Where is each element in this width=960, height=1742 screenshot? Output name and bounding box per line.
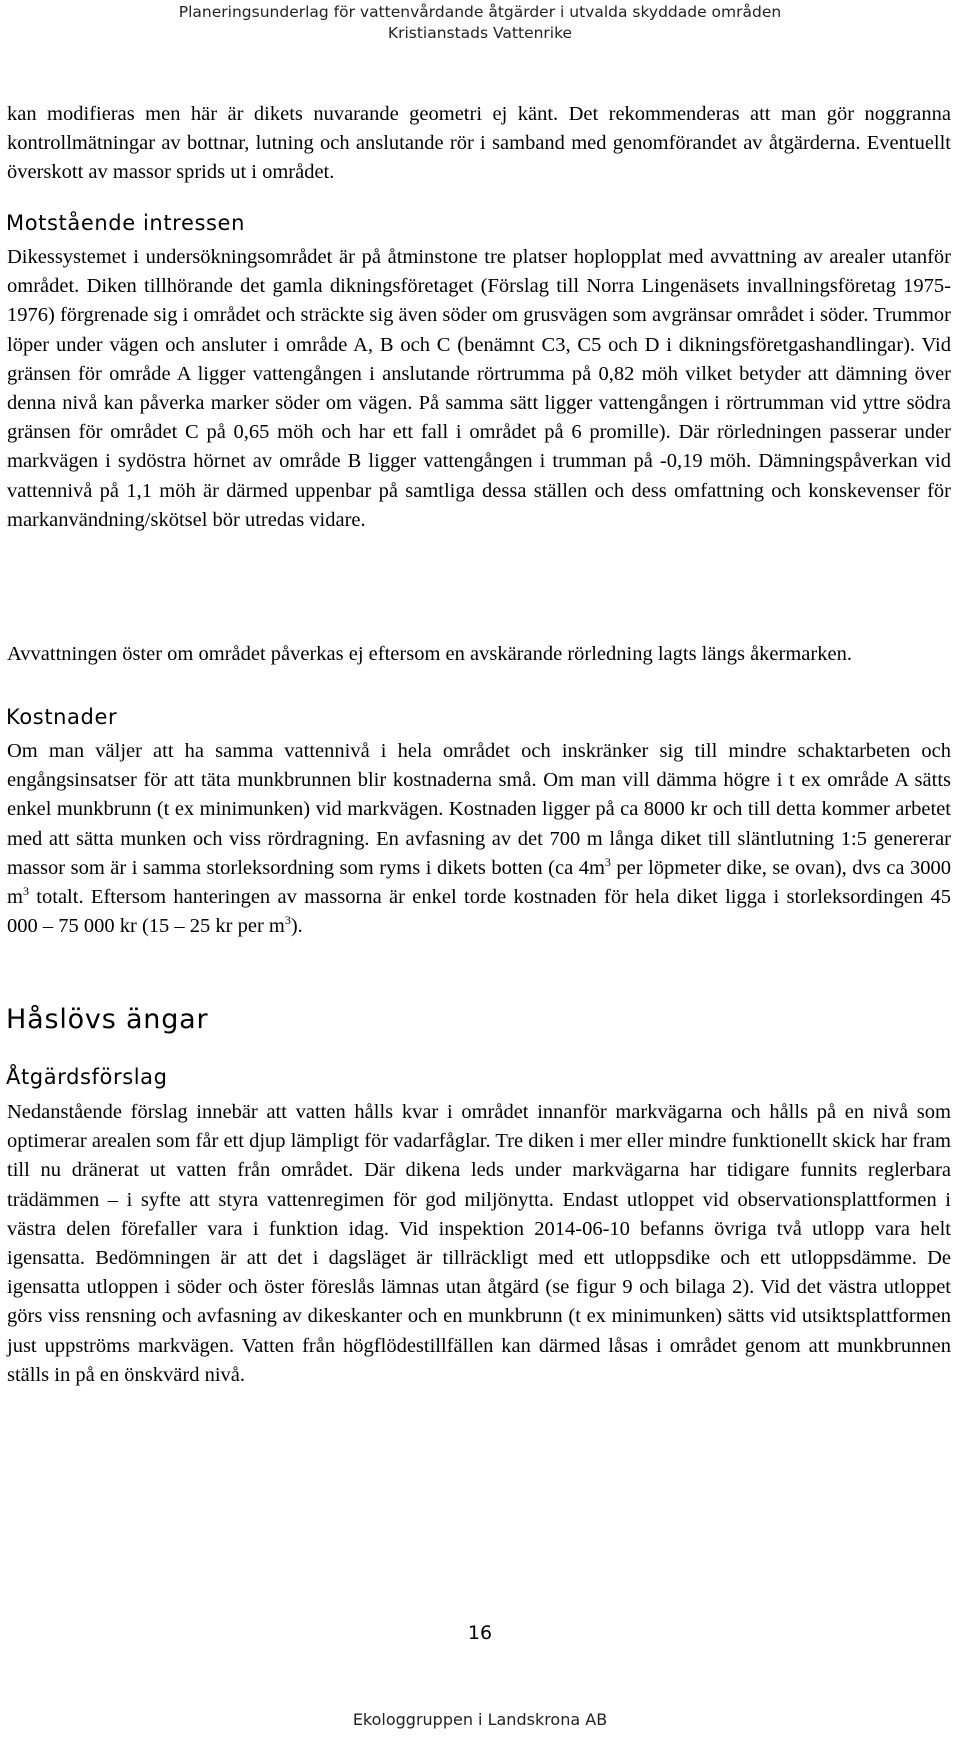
motstaende-paragraph-1: Dikessystemet i undersökningsområdet är på åtminstone tre platser hoplopplat med avvattning av arealer utanför området. Diken tillhörande det gamla dikningsföretaget (Förslag till Norra Lingenäsets invallningsföretag 1975-1976) förgrenade sig i området och sträckte sig även söder om grusvägen som avgränsar området i söder. Trummor löper under vägen och ansluter i område A, B och C (benämnt C3, C5 och D i dikningsföretgashandlingar). Vid gränsen för område A ligger vattengången i anslutande rörtrumma på 0,82 möh vilket betyder att dämning över denna nivå kan påverka marker söder om vägen. På samma sätt ligger vattengången i rörtrumman vid yttre södra gränsen för området C på 0,65 möh och har ett fall i området på 6 promille). Där rörledningen passerar under markvägen i sydöstra hörnet av område B ligger vattengången i trumman på -0,19 möh. Dämningspåverkan vid vattennivå på 1,1 möh är därmed uppenbar på samtliga dessa ställen och dess omfattning och konskevenser för markanvändning/skötsel bör utredas vidare. [7,246,951,531]
document-title: Planeringsunderlag för vattenvårdande åtgärder i utvalda skyddade områden [178,3,782,21]
heading-atgardsforslag: Åtgärdsförslag [6,1065,168,1089]
intro-paragraph: kan modifieras men här är dikets nuvarande geometri ej känt. Det rekommenderas att man gör noggranna kontrollmätningar av bottnar, lutning och anslutande rör i samband med genomförandet av åtgärderna. Eventuellt överskott av massor sprids ut i området. [7,103,951,184]
heading-motstaende-intressen: Motstående intressen [6,211,245,235]
kostnader-text-4: ). [290,915,303,938]
document-subtitle: Kristianstads Vattenrike [387,24,573,42]
footer-organization: Ekologgruppen i Landskrona AB [352,1710,608,1729]
atgardsforslag-paragraph: Nedanstående förslag innebär att vatten hålls kvar i området innanför markvägarna och hålls på en nivå som optimerar arealen som får ett djup lämpligt för vadarfåglar. Tre diken i mer eller mindre funktionellt skick har fram till nu dränerat ut vatten från området. Där dikena leds under markvägarna har tidigare funnits reglerbara trädämmen – i syfte att styra vattenregimen för god miljönytta. Endast utloppet vid observationsplattformen i västra delen förefaller vara i funktion idag. Vid inspektion 2014-06-10 befanns övriga två utlopp vara helt igensatta. Bedömningen är att det i dagsläget är tillräckligt med ett utloppsdike och ett utloppsdämme. De igensatta utloppen i söder och öster föreslås lämnas utan åtgärd (se figur 9 och bilaga 2). Vid det västra utloppet görs viss rensning och avfasning av dikeskanter och en munkbrunn (t ex minimunken) sätts vid utsiktsplattformen just uppströms markvägen. Vatten från högflödestillfällen kan därmed låsas i området genom att munkbrunnen ställs in på en önskvärd nivå. [7,1101,951,1386]
page-number: 16 [467,1622,493,1644]
kostnader-text-2: per löpmeter dike, se ovan), dvs ca 3000 m [7,856,951,909]
kostnader-paragraph [7,737,951,941]
superscript-cubed: 3 [284,913,291,928]
heading-haslovs-angar: Håslövs ängar [6,1004,209,1035]
kostnader-text-1: Om man väljer att ha samma vattennivå i hela området och inskränker sig till mindre schaktarbeten och engångsinsatser för att täta munkbrunnen blir kostnaderna små. Om man vill dämma högre i t ex område A sätts enkel munkbrunn (t ex minimunken) vid markvägen. Kostnaden ligger på ca 8000 kr och till detta kommer arbetet med att sätta munken och viss rördragning. En avfasning av det 700 m långa diket till släntlutning 1:5 genererar massor som är i samma storleksordning som ryms i dikets botten (ca 4m [7,740,951,879]
heading-kostnader: Kostnader [6,705,118,729]
kostnader-text-3: totalt. Eftersom hanteringen av massorna är enkel torde kostnaden för hela diket ligga i storleksordingen 45 000 – 75 000 kr (15 – 25 kr per m [7,886,951,938]
motstaende-paragraph-2: Avvattningen öster om området påverkas ej eftersom en avskärande rörledning lagts längs åkermarken. [7,643,852,665]
superscript-cubed: 3 [604,854,611,869]
superscript-cubed: 3 [22,884,29,899]
